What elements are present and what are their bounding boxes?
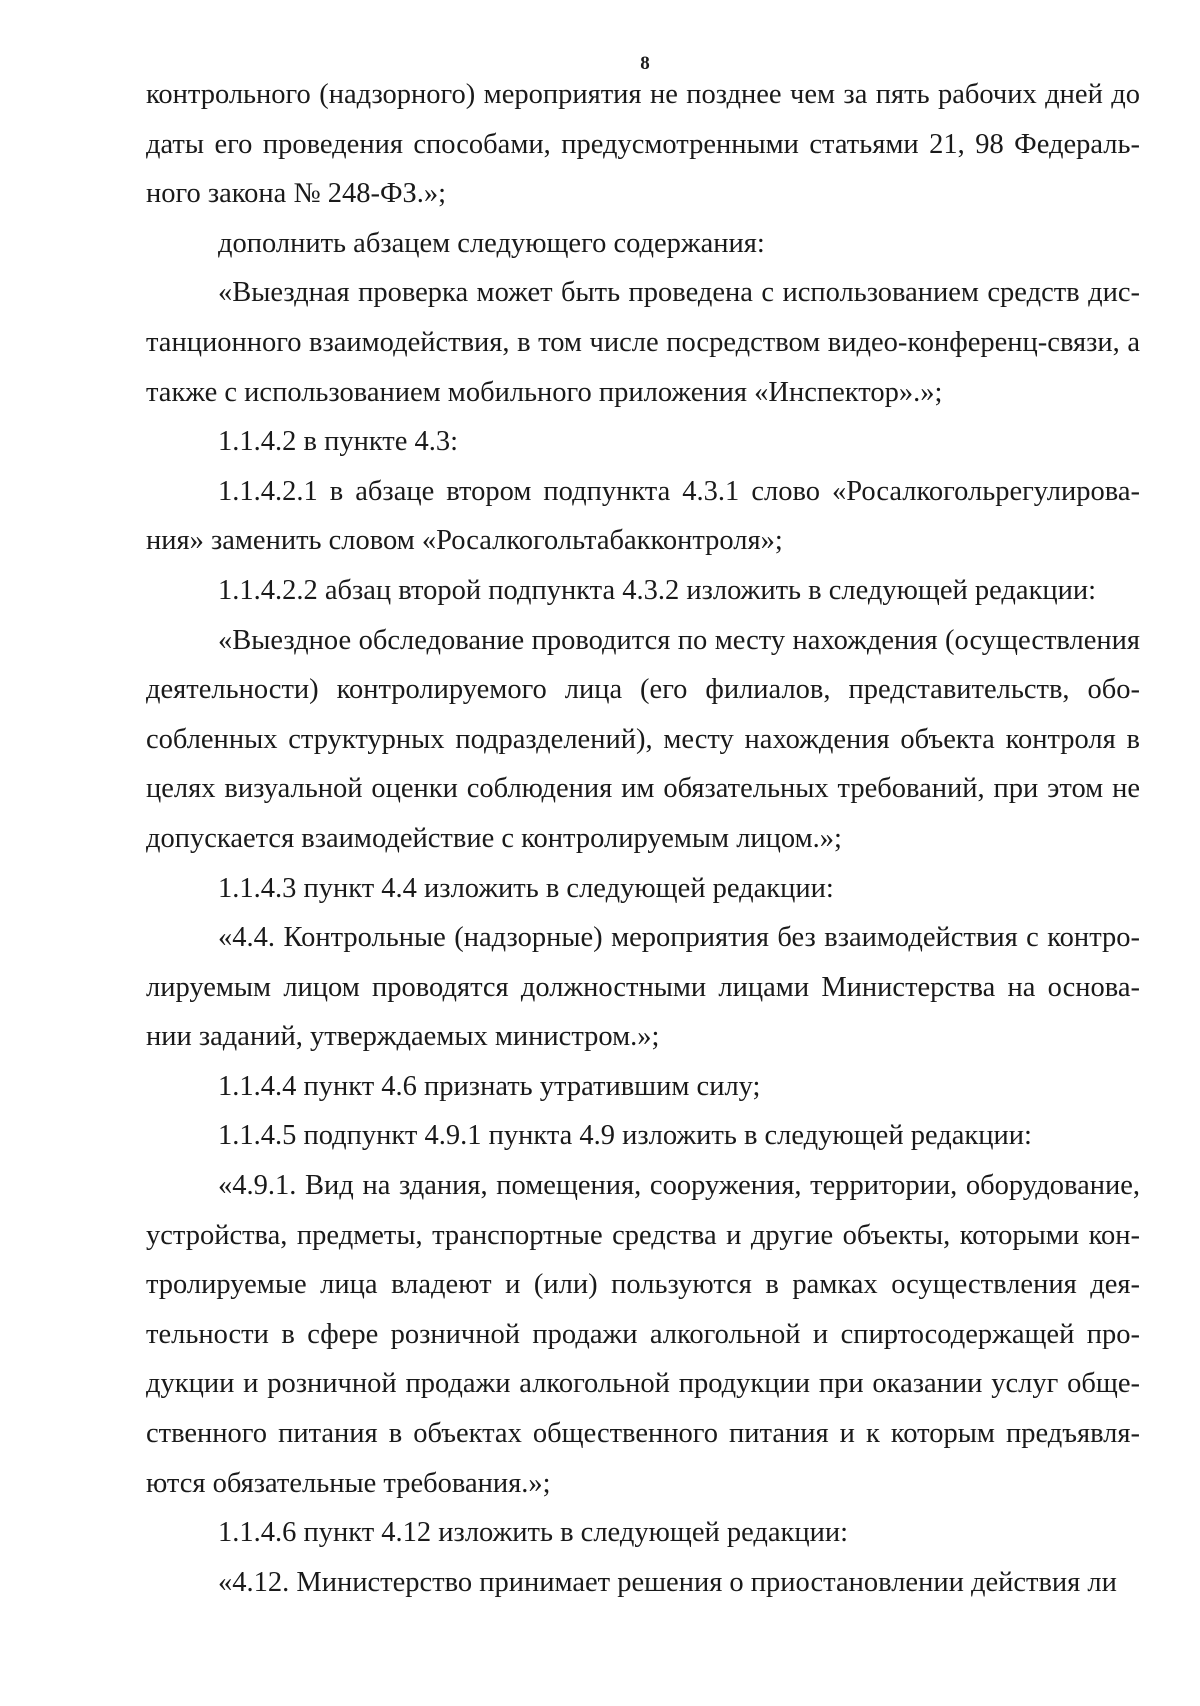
paragraph-quote-4-4: «4.4. Контрольные (надзорные) мероприятия без взаимодействия с контролируемым лицом проводятся должностными лицами Министерства на основании заданий, утверждаемых министром.»; bbox=[146, 922, 1140, 1053]
paragraph-item-1-1-4-2: 1.1.4.2 в пункте 4.3: bbox=[218, 426, 459, 458]
paragraph-item-1-1-4-5: 1.1.4.5 подпункт 4.9.1 пункта 4.9 изложить в следующей редакции: bbox=[218, 1120, 1032, 1152]
paragraph-item-1-1-4-6: 1.1.4.6 пункт 4.12 изложить в следующей редакции: bbox=[218, 1517, 849, 1549]
document-body bbox=[146, 70, 1140, 1607]
paragraph-quote-inspection: «Выездная проверка может быть проведена с использованием средств дистанционного взаимодействия, в том числе посредством видео-конференц-связи, а также с использованием мобильного приложения «Инспектор».»; bbox=[146, 277, 1140, 408]
paragraph-item-1-1-4-2-1: 1.1.4.2.1 в абзаце втором подпункта 4.3.1 слово «Росалкогольрегулирования» заменить словом «Росалкогольтабакконтроля»; bbox=[146, 475, 1140, 557]
paragraph-item-1-1-4-4: 1.1.4.4 пункт 4.6 признать утратившим силу; bbox=[218, 1070, 761, 1102]
paragraph-item-1-1-4-3: 1.1.4.3 пункт 4.4 изложить в следующей редакции: bbox=[218, 872, 834, 904]
paragraph-continuation: контрольного (надзорного) мероприятия не позднее чем за пять рабочих дней до даты его проведения способами, предусмотренными статьями 21, 98 Федерального закона № 248-ФЗ.»; bbox=[146, 79, 1140, 210]
paragraph-quote-4-12: «4.12. Министерство принимает решения о приостановлении действия ли bbox=[218, 1566, 1117, 1598]
paragraph-add-instruction: дополнить абзацем следующего содержания: bbox=[218, 227, 765, 259]
paragraph-item-1-1-4-2-2: 1.1.4.2.2 абзац второй подпункта 4.3.2 изложить в следующей редакции: bbox=[218, 574, 1097, 606]
page-number: 8 bbox=[640, 53, 650, 74]
paragraph-quote-4-9-1: «4.9.1. Вид на здания, помещения, сооружения, территории, оборудование, устройства, предметы, транспортные средства и другие объекты, которыми контролируемые лица владеют и (или) пользуются в рамках осуществления деятельности в сфере розничной продажи алкогольной и спиртосодержащей продукции и розничной продажи алкогольной продукции при оказании услуг общественного питания в объектах общественного питания и к которым предъявляются обязательные требования.»; bbox=[146, 1170, 1140, 1499]
paragraph-quote-survey: «Выездное обследование проводится по месту нахождения (осуществления деятельности) контролируемого лица (его филиалов, представительств, обособленных структурных подразделений), месту нахождения объекта контроля в целях визуальной оценки соблюдения им обязательных требований, при этом не допускается взаимодействие с контролируемым лицом.»; bbox=[146, 624, 1140, 854]
